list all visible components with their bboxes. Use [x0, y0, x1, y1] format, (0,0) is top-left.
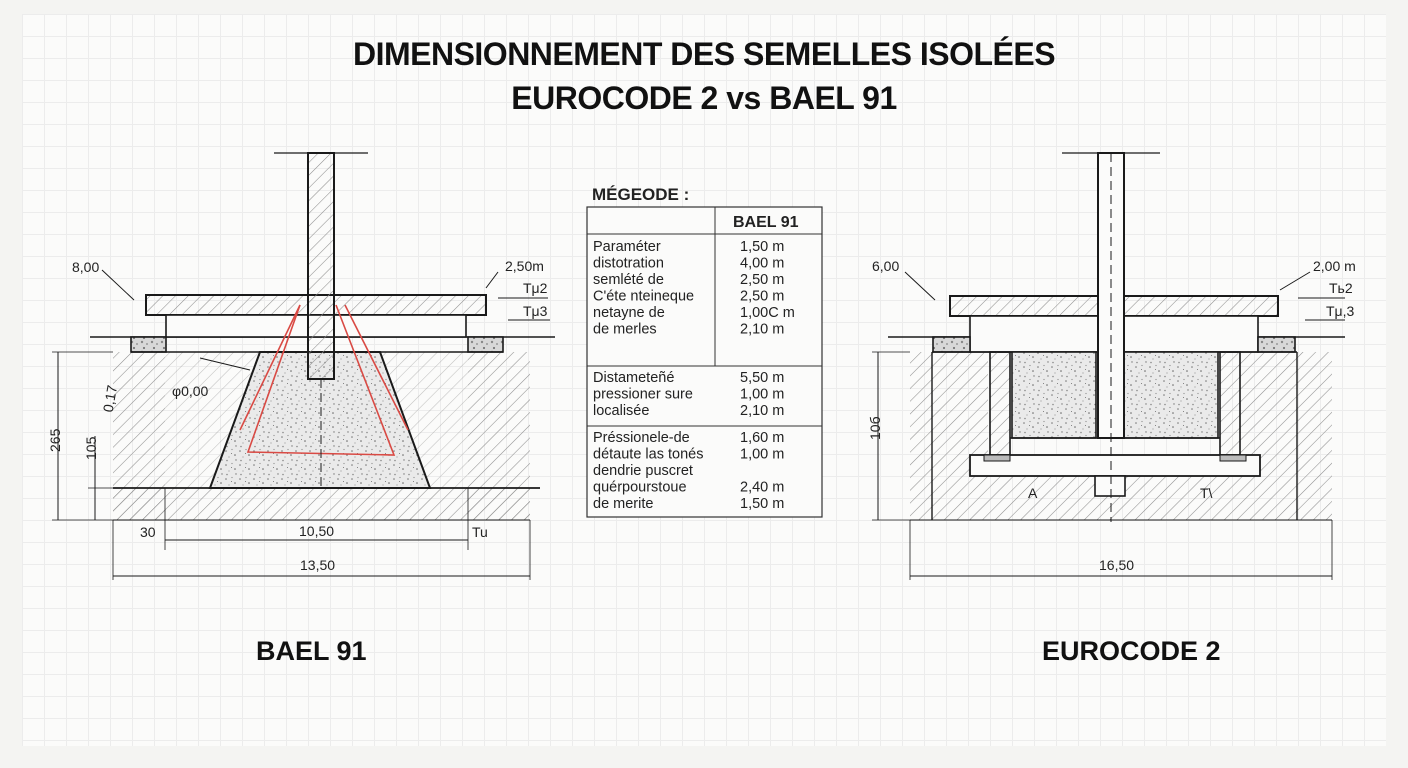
shear-key: [1095, 476, 1125, 496]
table-row-value: 1,00 m: [740, 446, 785, 463]
mark-a: A: [1028, 485, 1038, 501]
table-row-value: 2,10 m: [740, 321, 785, 338]
table-row-label: Distameteñé: [593, 370, 675, 386]
end-block-right: [1258, 337, 1295, 352]
dim-bottom-right: Tu: [472, 524, 488, 540]
table-row-label: de merles: [593, 321, 657, 338]
dim-height: 10б: [867, 416, 883, 440]
soil-left: [910, 352, 988, 520]
dim-top-right: 2,00 m: [1313, 258, 1356, 274]
leader-line: [102, 270, 134, 300]
dim-slope: 0,17: [99, 383, 121, 414]
table-row-value: 1,00C m: [740, 305, 795, 321]
dim-tr2: Tь2: [1329, 280, 1353, 296]
dim-top-left: 8,00: [72, 259, 100, 275]
inner-wall-left: [990, 352, 1010, 455]
dim-bottom-small: 30: [140, 524, 156, 540]
base-plate: [970, 455, 1260, 476]
table-row-label: détaute las tonés: [593, 446, 704, 463]
column: [308, 153, 334, 379]
anchor-right: [1220, 455, 1246, 461]
soil-right: [1240, 352, 1332, 520]
table-row-label: Préssionele-de: [593, 430, 690, 446]
table-row-value: 1,00 m: [740, 386, 785, 403]
fill-block-right: [1124, 352, 1218, 438]
table-row-value: 1,50 m: [740, 239, 785, 255]
table-row-value: 2,50 m: [740, 288, 785, 305]
dim-tr2: Tμ2: [523, 280, 548, 296]
caption-eurocode: EUROCODE 2: [1042, 636, 1221, 666]
table-row-label: de merite: [593, 496, 654, 512]
anchor-left: [984, 455, 1010, 461]
end-block-left: [131, 337, 166, 352]
table-row-label: pressioner sure: [593, 386, 693, 403]
caption-bael: BAEL 91: [256, 636, 367, 666]
soil-base: [113, 488, 530, 520]
table-row-label: distotration: [593, 255, 664, 272]
dim-top-left: 6,00: [872, 258, 900, 274]
page-title: DIMENSIONNEMENT DES SEMELLES ISOLÉES: [352, 36, 1056, 72]
leader-line: [905, 272, 935, 300]
table-row-value: 2,40 m: [740, 479, 785, 496]
table-row-label: netayne de: [593, 305, 665, 321]
table-header: BAEL 91: [733, 214, 799, 231]
dim-top-right: 2,50m: [505, 258, 544, 274]
bael-footing-drawing: [47, 153, 555, 580]
end-block-left: [933, 337, 970, 352]
dim-height-total: 265: [47, 428, 63, 452]
page-subtitle: EUROCODE 2 vs BAEL 91: [511, 80, 897, 116]
table-row-label: C'éte nteineque: [593, 288, 695, 305]
table-row-value: 1,60 m: [740, 430, 785, 446]
mark-b: T\: [1200, 485, 1213, 501]
leader-line: [486, 272, 498, 288]
table-row-value: 5,50 m: [740, 370, 785, 386]
table-row-value: 4,00 m: [740, 255, 785, 272]
table-row-label: semlété de: [593, 272, 664, 288]
dim-tr3: Tμ3: [523, 303, 548, 319]
table-row-label: dendrie puscret: [593, 463, 693, 479]
table-row-label: localisée: [593, 403, 650, 419]
table-row-value: 1,50 m: [740, 496, 785, 512]
dim-height-base: 105: [83, 436, 99, 460]
dim-tr3: Tμ,3: [1326, 303, 1355, 319]
comparison-table: [587, 185, 822, 517]
table-row-value: 2,50 m: [740, 272, 785, 288]
end-block-right: [468, 337, 503, 352]
table-row-label: Paraméter: [593, 239, 661, 255]
table-row-label: quérpourstoue: [593, 479, 687, 496]
leader-line: [1280, 272, 1310, 290]
dim-bottom-mid: 10,50: [299, 523, 335, 539]
dim-bottom-total: 13,50: [300, 557, 336, 573]
fill-block-left: [1012, 352, 1096, 438]
table-row-value: 2,10 m: [740, 403, 785, 419]
table-label: MÉGEODE :: [592, 185, 690, 204]
dim-inner-angle: φ0,00: [172, 383, 209, 399]
eurocode-footing-drawing: [867, 153, 1356, 580]
dim-bottom-total: 16,50: [1099, 557, 1135, 573]
inner-wall-right: [1220, 352, 1240, 455]
